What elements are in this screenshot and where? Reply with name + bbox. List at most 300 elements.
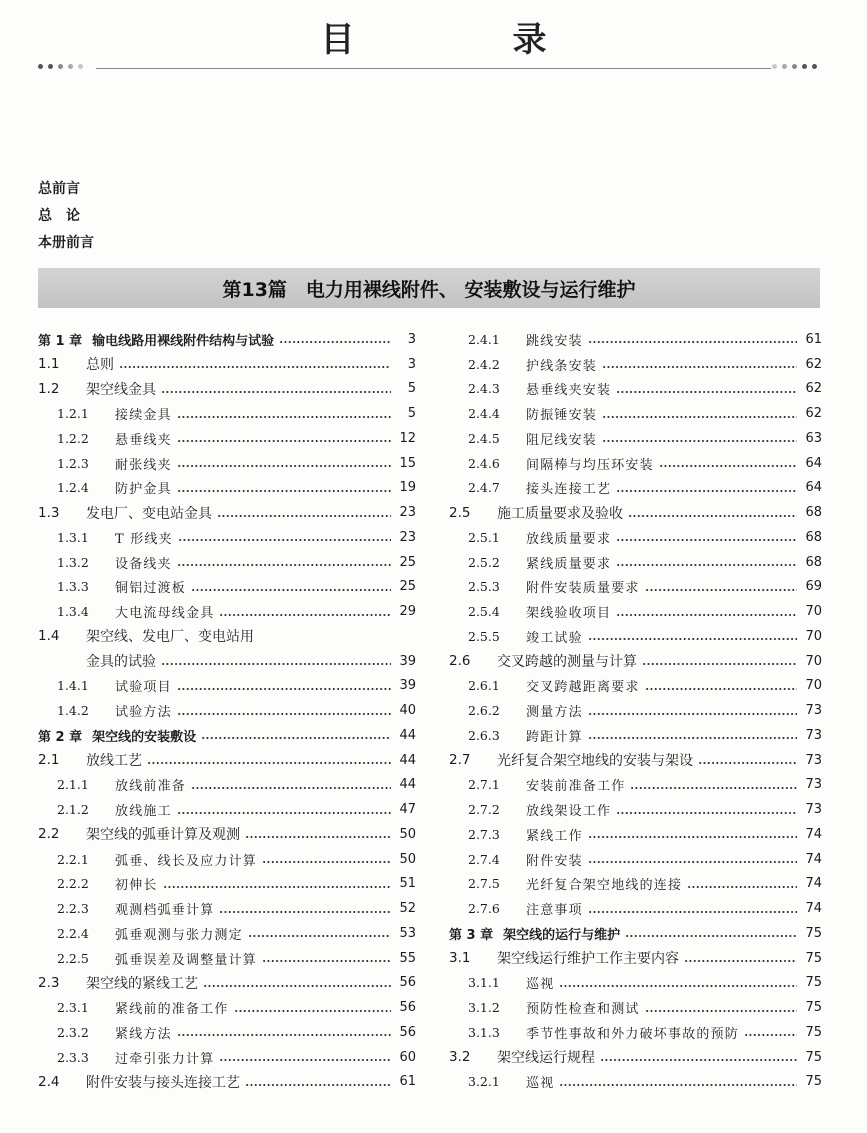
dot-leader [616,614,797,616]
toc-entry-section[interactable] [38,748,416,773]
dot-leader [177,416,391,418]
entry-title: 接头连接工艺 [526,482,612,498]
entry-title: 施工质量要求及验收 [497,505,623,522]
dot-leader [559,1084,797,1086]
entry-number: 2.3.2 [57,1024,89,1040]
entry-page-number: 70 [805,653,822,669]
dot-leader [642,663,797,665]
entry-number: 1.2.4 [57,480,89,496]
toc-entry-section[interactable] [449,946,822,971]
dot-leader [201,737,391,739]
entry-page-number: 73 [805,703,822,719]
entry-title: 输电线路用裸线附件结构与试验 [92,333,275,349]
entry-title: 紧线前的准备工作 [115,1002,229,1018]
dot-leader [259,638,391,640]
dot-leader [616,539,797,541]
dot-leader [588,341,797,343]
entry-title: 架空线的紧线工艺 [86,975,198,992]
toc-entry-sub[interactable] [38,401,416,426]
entry-title: 架空线金具 [86,381,156,398]
page-title: 目 录 [320,20,609,60]
entry-title: 安装前准备工作 [526,779,626,795]
entry-number: 2.7.4 [468,851,500,867]
entry-number: 2.6.1 [468,678,500,694]
toc-right-column [449,327,822,1094]
entry-page-number: 53 [399,925,416,941]
toc-entry-section[interactable] [38,1070,416,1095]
entry-number: 3.2.1 [468,1074,500,1090]
dot-leader [219,911,391,913]
entry-page-number: 74 [805,851,822,867]
entry-page-number: 74 [805,876,822,892]
toc-entry-sub[interactable] [38,995,416,1020]
title-rule [96,68,771,69]
dot-leader [191,787,391,789]
entry-number: 2.6.3 [468,727,500,743]
entry-number: 2.5.1 [468,529,500,545]
entry-page-number: 23 [399,505,416,521]
toc-entry-chapter[interactable] [449,921,822,946]
entry-page-number: 68 [805,554,822,570]
toc-entry-sub[interactable] [38,476,416,501]
toc-entry-section[interactable] [449,748,822,773]
entry-page-number: 52 [399,901,416,917]
toc-entry-sub[interactable] [449,401,822,426]
entry-number: 1.4.2 [57,703,89,719]
entry-title: 架空线、发电厂、变电站用 [86,629,254,646]
entry-number: 1.3.1 [57,529,89,545]
toc-entry-section[interactable] [38,971,416,996]
entry-number: 3.1.3 [468,1024,500,1040]
entry-page-number: 44 [399,752,416,768]
dot-leader [645,589,797,591]
entry-page-number: 70 [805,604,822,620]
entry-number: 2.2 [38,826,60,843]
entry-title: 弧垂观测与张力测定 [115,927,243,943]
dot-leader [161,391,391,393]
entry-number: 2.4.3 [468,381,500,397]
toc-entry-sub[interactable] [449,352,822,377]
entry-page-number: 62 [805,381,822,397]
dot-leader [119,366,391,368]
entry-number: 1.1 [38,356,60,373]
entry-number: 2.4.7 [468,480,500,496]
front-matter [38,176,94,257]
entry-number: 1.2.2 [57,430,89,446]
entry-number: 2.7.1 [468,777,500,793]
toc-entry-sub[interactable] [38,847,416,872]
dot-leader [177,490,391,492]
entry-title: 发电厂、变电站金具 [86,505,212,522]
entry-page-number: 60 [399,1049,416,1065]
toc-entry-sub[interactable] [449,624,822,649]
entry-number: 2.6.2 [468,703,500,719]
dot-leader [588,836,797,838]
toc-entry-sub[interactable] [38,575,416,600]
toc-entry-sub[interactable] [449,327,822,352]
entry-title: 测量方法 [526,705,583,721]
entry-page-number: 19 [399,480,416,496]
toc-entry-sub[interactable] [449,575,822,600]
dot-leader [177,440,391,442]
dot-leader [588,911,797,913]
dot-leader [602,440,797,442]
entry-number: 3.2 [449,1049,471,1066]
part-title: 第13篇 电力用裸线附件、 安装敷设与运行维护 [222,278,636,301]
entry-title: 设备线夹 [115,556,172,572]
entry-page-number: 73 [805,802,822,818]
entry-page-number: 73 [805,752,822,768]
entry-page-number: 3 [407,331,416,347]
entry-title: 悬垂线夹 [115,432,172,448]
entry-title: 跳线安装 [526,333,583,349]
toc-entry-chapter[interactable] [38,327,416,352]
entry-title: 试验项目 [115,680,172,696]
entry-number: 2.5.2 [468,554,500,570]
dot-leader [588,638,797,640]
entry-title: 架空线运行维护工作主要内容 [497,951,679,968]
toc-entry-sub[interactable] [38,1045,416,1070]
entry-title: 紧线方法 [115,1026,172,1042]
entry-number: 2.2.2 [57,876,89,892]
toc-entry-sub[interactable] [38,451,416,476]
toc-entry-sub[interactable] [449,797,822,822]
entry-title: 附件安装质量要求 [526,581,640,597]
entry-page-number: 63 [805,430,822,446]
toc-entry-sub[interactable] [449,426,822,451]
entry-number: 2.1 [38,752,60,769]
dot-leader [645,688,797,690]
entry-page-number: 39 [399,653,416,669]
entry-title: 接续金具 [115,408,172,424]
toc-entry-sub[interactable] [449,698,822,723]
entry-number: 3.1.1 [468,975,500,991]
front-matter-item[interactable]: 总前言 [38,181,80,197]
toc-entry-section[interactable] [38,352,416,377]
dot-leader [177,564,391,566]
dot-leader [177,713,391,715]
toc-entry-sub[interactable] [38,921,416,946]
right-dots-ornament [772,64,817,69]
entry-number: 2.5.5 [468,628,500,644]
toc-entry-sub[interactable] [449,377,822,402]
entry-page-number: 55 [399,950,416,966]
entry-number: 2.1.1 [57,777,89,793]
entry-page-number: 51 [399,876,416,892]
entry-title: 架空线的安装敷设 [92,729,197,745]
dot-leader [245,1084,391,1086]
dot-leader [616,391,797,393]
dot-leader [698,762,797,764]
entry-title: 注意事项 [526,903,583,919]
entry-title: 巡视 [526,977,555,993]
toc-entry-chapter[interactable] [38,723,416,748]
entry-title: 弧垂误差及调整量计算 [115,952,258,968]
entry-number: 2.5.4 [468,604,500,620]
entry-page-number: 61 [399,1074,416,1090]
entry-title: 架空线运行规程 [497,1050,595,1067]
toc-entry-sub[interactable] [449,1020,822,1045]
toc-entry-sub[interactable] [449,550,822,575]
entry-number: 第 2 章 [38,729,83,745]
entry-title: 弧垂、线长及应力计算 [115,853,258,869]
entry-page-number: 29 [399,604,416,620]
toc-left-column [38,327,416,1094]
entry-title: 防振锤安装 [526,408,598,424]
entry-title: 紧线质量要求 [526,556,612,572]
dot-leader [684,960,797,962]
entry-page-number: 5 [407,406,416,422]
dot-leader [219,614,391,616]
dot-leader [588,737,797,739]
dot-leader [616,812,797,814]
toc-entry-sub[interactable] [449,847,822,872]
entry-title: 架空线的弧垂计算及观测 [86,827,240,844]
entry-title: 防护金具 [115,482,172,498]
entry-page-number: 61 [805,331,822,347]
entry-page-number: 50 [399,826,416,842]
toc-entry-sub[interactable] [38,872,416,897]
entry-page-number: 25 [399,554,416,570]
toc-entry-section[interactable] [38,624,416,649]
dot-leader [628,515,797,517]
entry-page-number: 64 [805,480,822,496]
entry-page-number: 73 [805,727,822,743]
entry-title: 护线条安装 [526,358,598,374]
entry-title: 跨距计算 [526,729,583,745]
entry-title: 附件安装与接头连接工艺 [86,1074,240,1091]
toc-entry-sub[interactable] [38,525,416,550]
left-dots-ornament [38,64,83,69]
entry-page-number: 56 [399,1024,416,1040]
entry-number: 2.2.3 [57,901,89,917]
entry-number: 2.2.1 [57,851,89,867]
entry-title: 紧线工作 [526,828,583,844]
dot-leader [616,564,797,566]
dot-leader [600,1059,797,1061]
entry-number: 2.4.4 [468,406,500,422]
entry-number: 2.4.1 [468,331,500,347]
toc-entry-sub[interactable] [38,896,416,921]
entry-page-number: 25 [399,579,416,595]
toc-entry-sub[interactable] [449,1070,822,1095]
dot-leader [147,762,391,764]
entry-number: 2.7.5 [468,876,500,892]
toc-entry-sub[interactable] [38,773,416,798]
entry-number: 3.1.2 [468,1000,500,1016]
dot-leader [279,341,391,343]
dot-leader [177,465,391,467]
entry-page-number: 70 [805,628,822,644]
entry-page-number: 50 [399,851,416,867]
entry-number: 1.2.3 [57,455,89,471]
entry-title: 光纤复合架空地线的连接 [526,878,683,894]
entry-title: 铜铝过渡板 [115,581,187,597]
entry-number: 2.3.1 [57,1000,89,1016]
entry-page-number: 3 [407,356,416,372]
entry-number: 1.4.1 [57,678,89,694]
entry-page-number: 5 [407,381,416,397]
dot-leader [177,688,391,690]
entry-title: 阻尼线安装 [526,432,598,448]
entry-number: 2.4 [38,1073,60,1090]
dot-leader [177,1034,391,1036]
toc-entry-section[interactable] [449,500,822,525]
toc-entry-section[interactable] [38,377,416,402]
entry-number: 2.6 [449,653,471,670]
entry-page-number: 47 [399,802,416,818]
front-matter-item[interactable]: 总 论 [38,208,80,224]
toc-entry-sub[interactable] [38,946,416,971]
toc-entry-sub[interactable] [38,1020,416,1045]
dot-leader [616,490,797,492]
entry-page-number: 62 [805,356,822,372]
entry-page-number: 75 [805,1049,822,1065]
toc-entry-sub[interactable] [449,599,822,624]
dot-leader [177,812,391,814]
entry-page-number: 75 [805,925,822,941]
toc-entry-sub[interactable] [449,476,822,501]
entry-page-number: 69 [805,579,822,595]
entry-page-number: 40 [399,703,416,719]
entry-number: 2.5.3 [468,579,500,595]
entry-page-number: 74 [805,901,822,917]
entry-number: 1.4 [38,628,60,645]
entry-title: 放线架设工作 [526,804,612,820]
entry-title: 光纤复合架空地线的安装与架设 [497,753,693,770]
entry-title: 放线质量要求 [526,531,612,547]
toc-entry-sub[interactable] [449,971,822,996]
toc-entry-sub[interactable] [449,896,822,921]
dot-leader [687,886,797,888]
toc-entry-sub[interactable] [449,773,822,798]
entry-title: 竣工试验 [526,630,583,646]
dot-leader [217,515,391,517]
dot-leader [203,985,391,987]
entry-page-number: 73 [805,777,822,793]
entry-page-number: 23 [399,529,416,545]
toc-entry-sub[interactable] [449,525,822,550]
entry-number: 2.4.6 [468,455,500,471]
dot-leader [219,1059,391,1061]
entry-page-number: 64 [805,455,822,471]
entry-title: 大电流母线金具 [115,606,215,622]
entry-title: 试验方法 [115,705,172,721]
entry-title: 金具的试验 [86,654,156,671]
entry-title: 初伸长 [115,878,158,894]
toc-entry-section[interactable] [38,822,416,847]
entry-title: 预防性检查和测试 [526,1002,640,1018]
toc-entry-sub[interactable] [449,674,822,699]
entry-page-number: 39 [399,678,416,694]
front-matter-item[interactable]: 本册前言 [38,235,94,251]
toc-entry-section[interactable] [38,500,416,525]
dot-leader [262,861,391,863]
entry-number: 1.3.4 [57,604,89,620]
toc-entry-cont[interactable] [38,649,416,674]
entry-number: 2.7.2 [468,802,500,818]
toc-entry-sub[interactable] [38,797,416,822]
dot-leader [262,960,391,962]
entry-title: 交叉跨越距离要求 [526,680,640,696]
dot-leader [234,1010,391,1012]
entry-page-number: 75 [805,950,822,966]
entry-number: 1.2 [38,380,60,397]
entry-number: 2.3 [38,974,60,991]
dot-leader [602,416,797,418]
dot-leader [559,985,797,987]
dot-leader [659,465,797,467]
entry-title: 附件安装 [526,853,583,869]
toc-entry-sub[interactable] [449,995,822,1020]
toc-entry-sub[interactable] [449,822,822,847]
dot-leader [191,589,391,591]
entry-title: 交叉跨越的测量与计算 [497,654,637,671]
entry-number: 2.2.5 [57,950,89,966]
dot-leader [630,787,797,789]
entry-number: 1.3.2 [57,554,89,570]
entry-number: 2.3.3 [57,1049,89,1065]
dot-leader [245,836,391,838]
entry-page-number: 75 [805,1000,822,1016]
entry-number: 1.2.1 [57,406,89,422]
entry-page-number: 75 [805,1024,822,1040]
toc-entry-sub[interactable] [38,550,416,575]
dot-leader [744,1034,797,1036]
toc-entry-sub[interactable] [449,451,822,476]
toc-entry-sub[interactable] [38,426,416,451]
entry-page-number: 75 [805,975,822,991]
entry-number: 2.1.2 [57,802,89,818]
entry-title: 巡视 [526,1076,555,1092]
toc-entry-sub[interactable] [449,723,822,748]
entry-title: 过牵引张力计算 [115,1051,215,1067]
entry-page-number: 68 [805,505,822,521]
entry-title: 架线验收项目 [526,606,612,622]
entry-title: 季节性事故和外力破坏事故的预防 [526,1026,740,1042]
toc-entry-sub[interactable] [38,674,416,699]
toc-entry-sub[interactable] [449,872,822,897]
entry-number: 2.4.2 [468,356,500,372]
toc-entry-sub[interactable] [38,698,416,723]
entry-page-number: 12 [399,430,416,446]
entry-title: 架空线的运行与维护 [503,927,621,943]
entry-page-number: 44 [399,777,416,793]
entry-page-number: 75 [805,1074,822,1090]
entry-number: 第 3 章 [449,927,494,943]
toc-entry-section[interactable] [449,649,822,674]
entry-number: 2.5 [449,504,471,521]
entry-page-number: 70 [805,678,822,694]
entry-page-number: 44 [399,727,416,743]
part-banner [38,268,820,308]
entry-page-number: 68 [805,529,822,545]
entry-page-number: 15 [399,455,416,471]
entry-title: 间隔棒与均压环安装 [526,457,654,473]
entry-number: 2.4.5 [468,430,500,446]
dot-leader [163,886,391,888]
entry-title: 耐张线夹 [115,457,172,473]
dot-leader [248,935,391,937]
entry-title: 总则 [86,357,114,374]
entry-page-number: 74 [805,826,822,842]
entry-number: 第 1 章 [38,333,83,349]
toc-entry-sub[interactable] [38,599,416,624]
entry-title: 悬垂线夹安装 [526,383,612,399]
dot-leader [645,1010,797,1012]
entry-number: 3.1 [449,950,471,967]
toc-entry-section[interactable] [449,1045,822,1070]
